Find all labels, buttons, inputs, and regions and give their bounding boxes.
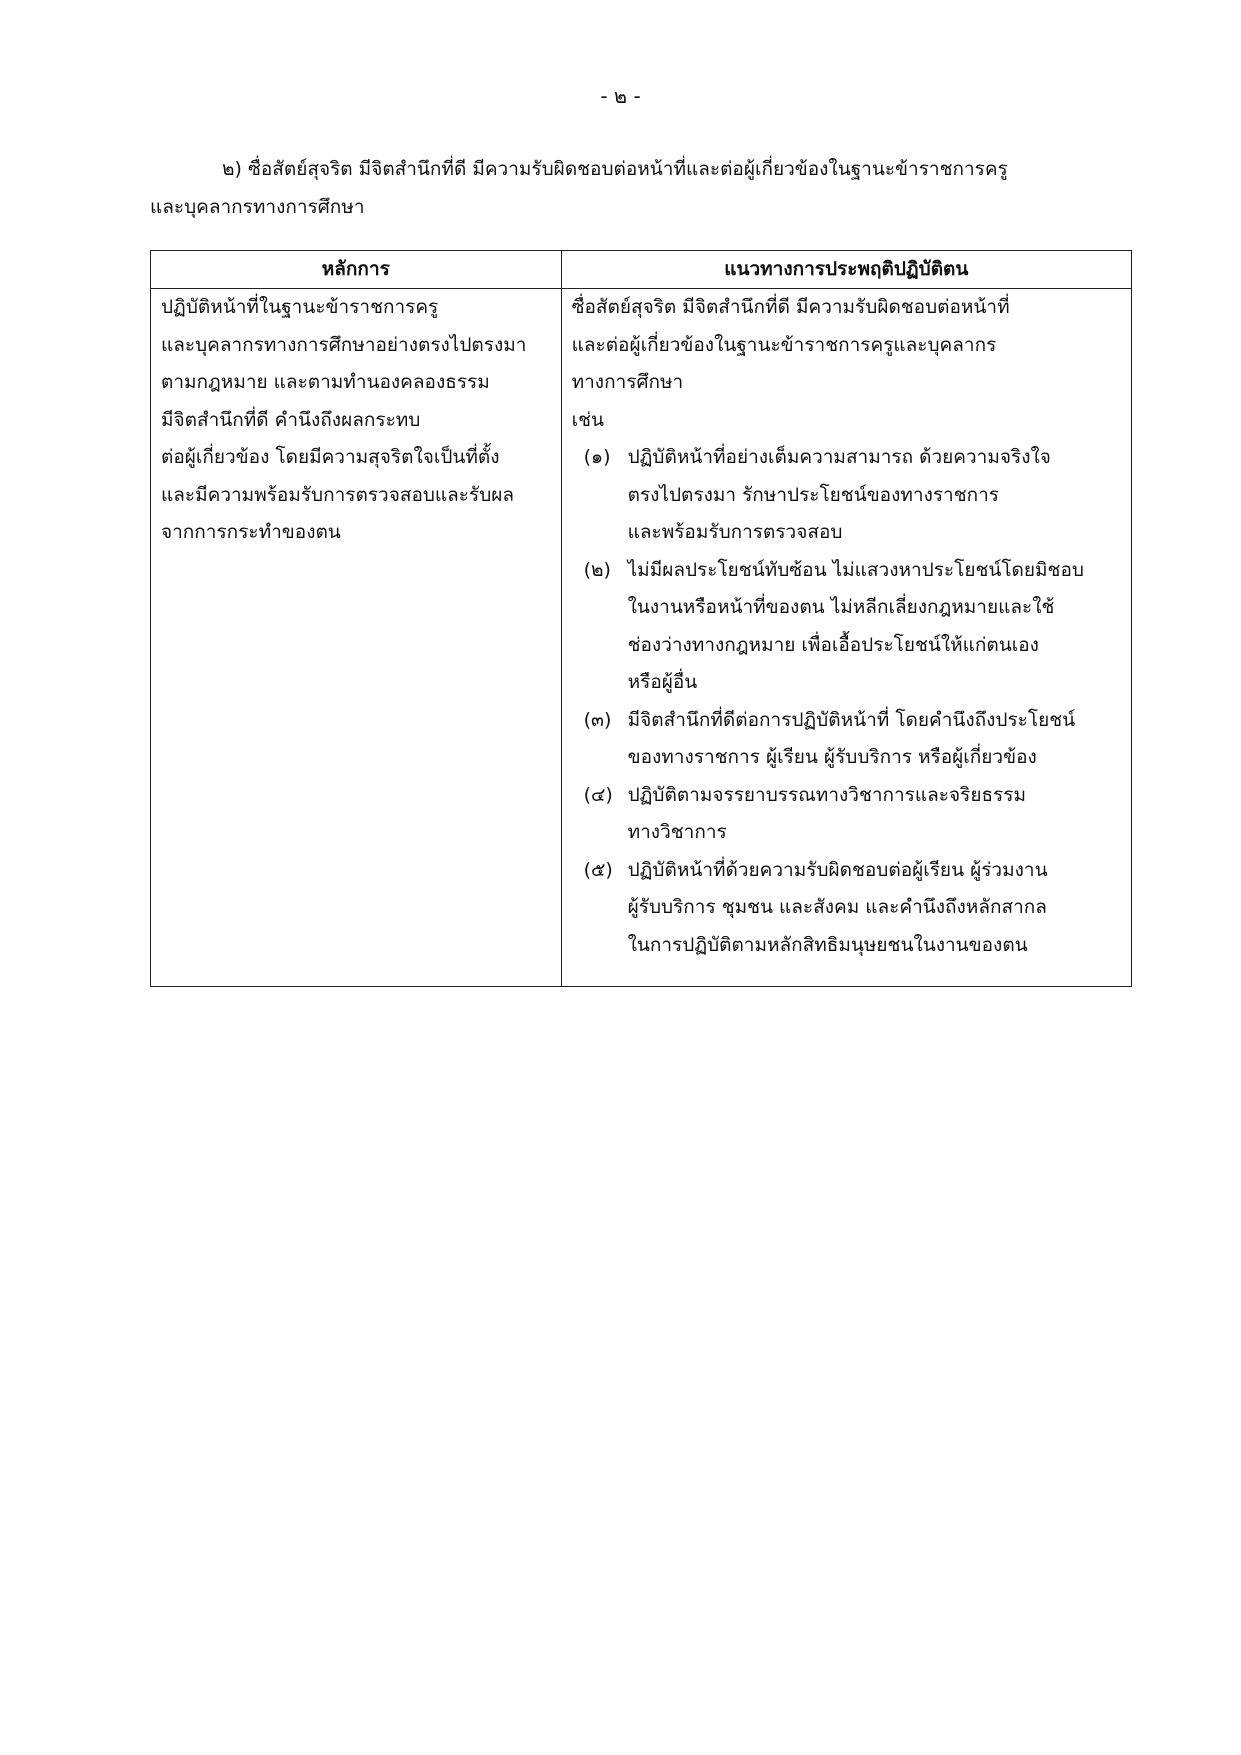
item-line: ของทางราชการ ผู้เรียน ผู้รับบริการ หรือผู้เกี่ยวข้อง (627, 746, 1037, 768)
item-line: และพร้อมรับการตรวจสอบ (627, 521, 843, 543)
header-principle: หลักการ (151, 251, 562, 289)
guideline-item-1 (584, 439, 1123, 552)
item-line: ช่องว่างทางกฎหมาย เพื่อเอื้อประโยชน์ให้แก่ตนเอง (627, 633, 1039, 656)
principle-line: ปฏิบัติหน้าที่ในฐานะข้าราชการครู (161, 296, 439, 318)
principles-table (150, 250, 1132, 987)
principle-line: ต่อผู้เกี่ยวข้อง โดยมีความสุจริตใจเป็นที่ตั้ง (161, 446, 500, 468)
item-line: มีจิตสำนึกที่ดีต่อการปฏิบัติหน้าที่ โดยคำนึงถึงประโยชน์ (627, 708, 1076, 731)
item-line: ผู้รับบริการ ชุมชน และสังคม และคำนึงถึงหลักสากล (627, 896, 1047, 918)
principle-line: ตามกฎหมาย และตามทำนองคลองธรรม (161, 371, 490, 393)
guideline-item-5 (584, 852, 1123, 965)
guideline-intro-line: เช่น (571, 408, 604, 431)
table-row (151, 289, 1132, 987)
item-text (628, 777, 1123, 852)
page-number: - ๒ - (600, 84, 641, 108)
principle-line: จากการกระทำของตน (161, 521, 341, 543)
item-line: ในการปฏิบัติตามหลักสิทธิมนุษยชนในงานของตน (627, 933, 1028, 956)
guideline-item-2 (584, 552, 1123, 702)
item-line: ตรงไปตรงมา รักษาประโยชน์ของทางราชการ (627, 483, 999, 506)
guideline-item-3 (584, 702, 1123, 777)
principle-line: และมีความพร้อมรับการตรวจสอบและรับผล (161, 483, 515, 506)
item-line: ทางวิชาการ (627, 821, 727, 843)
item-line: ในงานหรือหน้าที่ของตน ไม่หลีกเลี่ยงกฎหมายและใช้ (627, 596, 1055, 618)
item-number: (๔) (583, 783, 613, 806)
guideline-cell (561, 289, 1131, 987)
header-guideline: แนวทางการประพฤติปฏิบัติตน (561, 251, 1131, 289)
item-line: ไม่มีผลประโยชน์ทับซ้อน ไม่แสวงหาประโยชน์โดยมิชอบ (627, 558, 1084, 581)
item-text (628, 702, 1123, 777)
item-number: (๒) (583, 558, 611, 581)
guideline-intro-line: และต่อผู้เกี่ยวข้องในฐานะข้าราชการครูและบุคลากร (571, 333, 997, 356)
item-number: (๑) (583, 446, 611, 468)
principle-line: และบุคลากรทางการศึกษาอย่างตรงไปตรงมา (161, 333, 527, 356)
table-header-row (151, 251, 1132, 289)
intro-line-1: ๒) ซื่อสัตย์สุจริต มีจิตสำนึกที่ดี มีความรับผิดชอบต่อหน้าที่และต่อผู้เกี่ยวข้องในฐานะข้าราชการครู (222, 158, 1008, 180)
item-text (628, 852, 1123, 965)
guideline-item-4 (584, 777, 1123, 852)
item-number: (๕) (583, 858, 613, 881)
item-line: ปฏิบัติตามจรรยาบรรณทางวิชาการและจริยธรรม (627, 783, 1026, 806)
item-text (628, 439, 1123, 552)
item-line: ปฏิบัติหน้าที่ด้วยความรับผิดชอบต่อผู้เรียน ผู้ร่วมงาน (627, 858, 1048, 881)
intro-line-2: และบุคลากรทางการศึกษา (150, 196, 365, 218)
principle-cell (151, 289, 562, 987)
item-line: ปฏิบัติหน้าที่อย่างเต็มความสามารถ ด้วยความจริงใจ (627, 446, 1051, 468)
item-number: (๓) (583, 708, 612, 731)
principle-line: มีจิตสำนึกที่ดี คำนึงถึงผลกระทบ (161, 408, 421, 431)
item-line: หรือผู้อื่น (627, 671, 698, 693)
guideline-intro-line: ทางการศึกษา (571, 371, 684, 393)
item-text (628, 552, 1123, 702)
intro-paragraph (150, 150, 1130, 226)
guideline-intro-line: ซื่อสัตย์สุจริต มีจิตสำนึกที่ดี มีความรับผิดชอบต่อหน้าที่ (571, 296, 1010, 318)
